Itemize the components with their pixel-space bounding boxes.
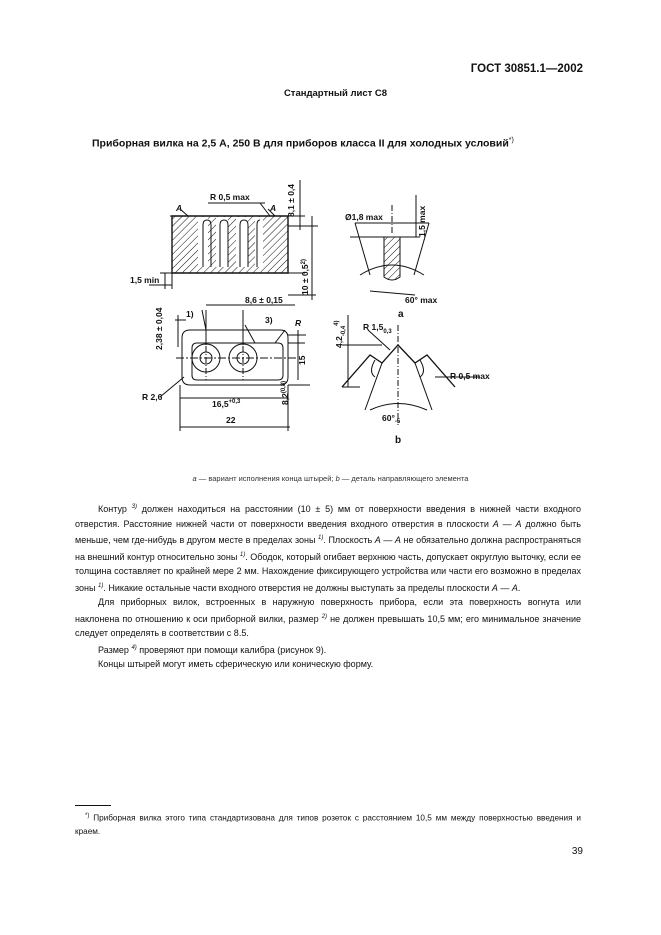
label-r05b: R 0,5 max <box>450 371 490 381</box>
figure-caption: а — вариант исполнения конца штырей; b — деталь направляющего элемента <box>192 474 469 483</box>
label-r15: R $1,5_{0,3}$ <box>363 322 392 335</box>
label-a-left: A <box>176 203 183 213</box>
sheet-label: Стандартный лист С8 <box>283 88 388 99</box>
label-p1: 1) <box>186 309 194 319</box>
page-number: 39 <box>571 846 583 857</box>
label-pR: R <box>295 318 302 328</box>
label-r26: R 2,6 <box>142 392 163 402</box>
label-d22: 22 <box>226 415 236 425</box>
label-d10: $10 \pm 0,5^{2)}$ <box>300 258 310 295</box>
paragraph: Для приборных вилок, встроенных в наружную поверхность прибора, если эта поверхность вогнута или наклонена по отношению к оси приборной вилки, размер $^{2)}$ не должен превышать 10,5 мм; его минимальное значение следует определять в соответствии с 8.5. <box>75 597 581 638</box>
label-d81: 8,1 ± 0,4 <box>286 183 296 217</box>
footnote-divider <box>75 805 111 806</box>
paragraph: Контур $^{3)}$ должен находиться на расстоянии (10 ± 5) мм от поверхности введения в нижней части входного отверстия. Расстояние нижней части от поверхности введения входного отверстия в плоскости А — А должно быть меньше, чем где-нибудь в другом месте в пределах зоны $^{1)}$. Плоскость А — А не обязательно должна распространяться на внешний контур относительно зоны $^{1)}$. Ободок, который огибает верхнюю часть, допускает округлую выточку, если ее толщина составляет по крайней мере 2 мм. Нахождение фиксирующего устройства или части его возможно в пределах зоны $^{1)}$. Никакие остальные части входного отверстия не должны выступать за пределы плоскости А — А. <box>75 504 582 593</box>
body-text <box>75 500 581 672</box>
label-d86: 8,6 ± 0,15 <box>245 295 283 305</box>
label-d18: Ø1,8 max <box>345 212 383 222</box>
label-d42: $4,2_{-0,4}^{4)}$ <box>334 320 347 348</box>
label-p3: 3) <box>265 315 273 325</box>
label-d15max: 1,5 max <box>417 205 427 237</box>
title-text: Приборная вилка на 2,5 А, 250 В для приборов класса II для холодных условий <box>92 137 509 150</box>
front-view <box>160 305 310 431</box>
label-a-right: A <box>270 203 277 213</box>
footnote: *) Приборная вилка этого типа стандартизована для типов розеток с расстоянием 10,5 мм между поверхностью введения и краем. <box>75 813 581 836</box>
label-d15min: 1,5 min <box>130 275 160 285</box>
label-ang60b: $60^\circ_{-5}$ <box>382 413 401 425</box>
document-title <box>92 137 514 150</box>
paragraph: Концы штырей могут иметь сферическую или коническую форму. <box>98 659 374 669</box>
label-d165: $16,5^{+0,3}$ <box>212 399 241 409</box>
title-footnote-mark: *) <box>508 137 514 144</box>
technical-drawing <box>120 165 510 455</box>
label-d15: 15 <box>297 355 307 365</box>
label-view-b: b <box>395 435 402 446</box>
label-ang60: 60° max <box>405 295 438 305</box>
label-d238: 2,38 ± 0,04 <box>154 307 164 350</box>
label-view-a: a <box>398 309 404 320</box>
label-r05: R 0,5 max <box>210 192 250 202</box>
standard-number: ГОСТ 30851.1—2002 <box>470 63 583 75</box>
label-d82: 8,2$^{(0,8)}$ <box>280 380 290 405</box>
paragraph: Размер $^{4)}$ проверяют при помощи калибра (рисунок 9). <box>98 644 327 655</box>
